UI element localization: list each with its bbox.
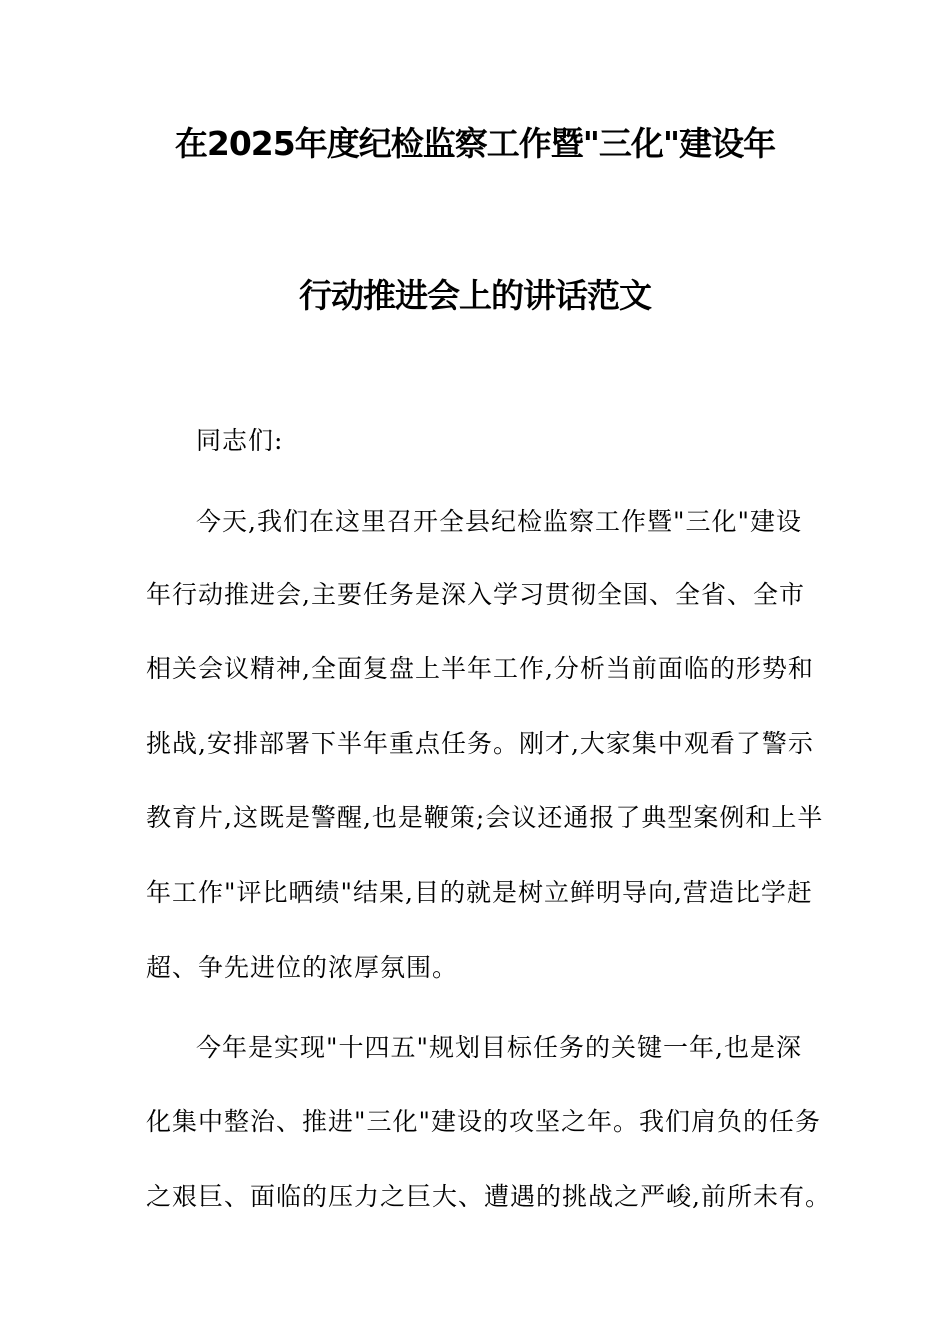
paragraph-line: 今天,我们在这里召开全县纪检监察工作暨"三化"建设 xyxy=(196,507,802,536)
paragraph-line: 教育片,这既是警醒,也是鞭策;会议还通报了典型案例和上半 xyxy=(146,803,824,832)
paragraph-line: 年工作"评比晒绩"结果,目的就是树立鲜明导向,营造比学赶 xyxy=(146,878,813,907)
document-title-line-1: 在2025年度纪检监察工作暨"三化"建设年 xyxy=(174,124,776,163)
paragraph-line: 化集中整治、推进"三化"建设的攻坚之年。我们肩负的任务 xyxy=(146,1107,822,1136)
salutation: 同志们: xyxy=(196,426,284,455)
paragraph-line: 相关会议精神,全面复盘上半年工作,分析当前面临的形势和 xyxy=(146,654,814,683)
paragraph-line: 今年是实现"十四五"规划目标任务的关键一年,也是深 xyxy=(196,1033,802,1062)
paragraph-line: 挑战,安排部署下半年重点任务。刚才,大家集中观看了警示 xyxy=(146,729,814,758)
paragraph-line: 年行动推进会,主要任务是深入学习贯彻全国、全省、全市 xyxy=(146,580,805,609)
paragraph-line: 超、争先进位的浓厚氛围。 xyxy=(146,953,459,982)
document-title-line-2: 行动推进会上的讲话范文 xyxy=(299,276,651,315)
paragraph-line: 之艰巨、面临的压力之巨大、遭遇的挑战之严峻,前所未有。 xyxy=(146,1182,831,1211)
